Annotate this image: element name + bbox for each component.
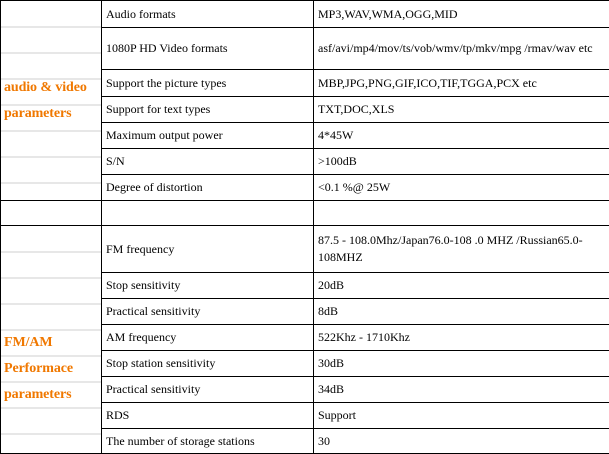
param-value: <0.1 %@ 25W [314,175,609,201]
param-name: FM frequency [102,226,314,273]
param-name: Maximum output power [102,123,314,149]
param-name: AM frequency [102,325,314,351]
param-name: The number of storage stations [102,429,314,454]
param-name: Stop station sensitivity [102,351,314,377]
param-value: asf/avi/mp4/mov/ts/vob/wmv/tp/mkv/mpg /rmav/wav etc [314,28,609,70]
empty-cell [102,201,314,226]
section-title-fm-am [1,226,102,454]
section-title-line: parameters [4,382,99,408]
table-row [1,1,609,28]
param-value: TXT,DOC,XLS [314,97,609,123]
empty-cell [314,201,609,226]
param-value: >100dB [314,149,609,175]
param-name: Stop sensitivity [102,273,314,299]
param-value: MP3,WAV,WMA,OGG,MID [314,1,609,28]
param-value: 30dB [314,351,609,377]
param-name: S/N [102,149,314,175]
param-value: 522Khz - 1710Khz [314,325,609,351]
param-value: 8dB [314,299,609,325]
param-value: MBP,JPG,PNG,GIF,ICO,TIF,TGGA,PCX etc [314,70,609,97]
table-row [1,226,609,273]
section-title-line: parameters [4,101,99,127]
param-value: 20dB [314,273,609,299]
empty-cell [1,201,102,226]
param-name: Degree of distortion [102,175,314,201]
spacer-row [1,201,609,226]
param-name: Audio formats [102,1,314,28]
param-value: 30 [314,429,609,454]
param-name: Practical sensitivity [102,299,314,325]
param-value: 34dB [314,377,609,403]
section-title-line: FM/AM [4,330,99,356]
section-title-line: Performace [4,356,99,382]
section-title-line: audio & video [4,75,99,101]
param-name: RDS [102,403,314,429]
param-value: Support [314,403,609,429]
param-name: Practical sensitivity [102,377,314,403]
param-name: 1080P HD Video formats [102,28,314,70]
param-value: 87.5 - 108.0Mhz/Japan76.0-108 .0 MHZ /Russian65.0-108MHZ [314,226,609,273]
param-name: Support for text types [102,97,314,123]
param-name: Support the picture types [102,70,314,97]
section-title-audio-video [1,1,102,201]
param-value: 4*45W [314,123,609,149]
